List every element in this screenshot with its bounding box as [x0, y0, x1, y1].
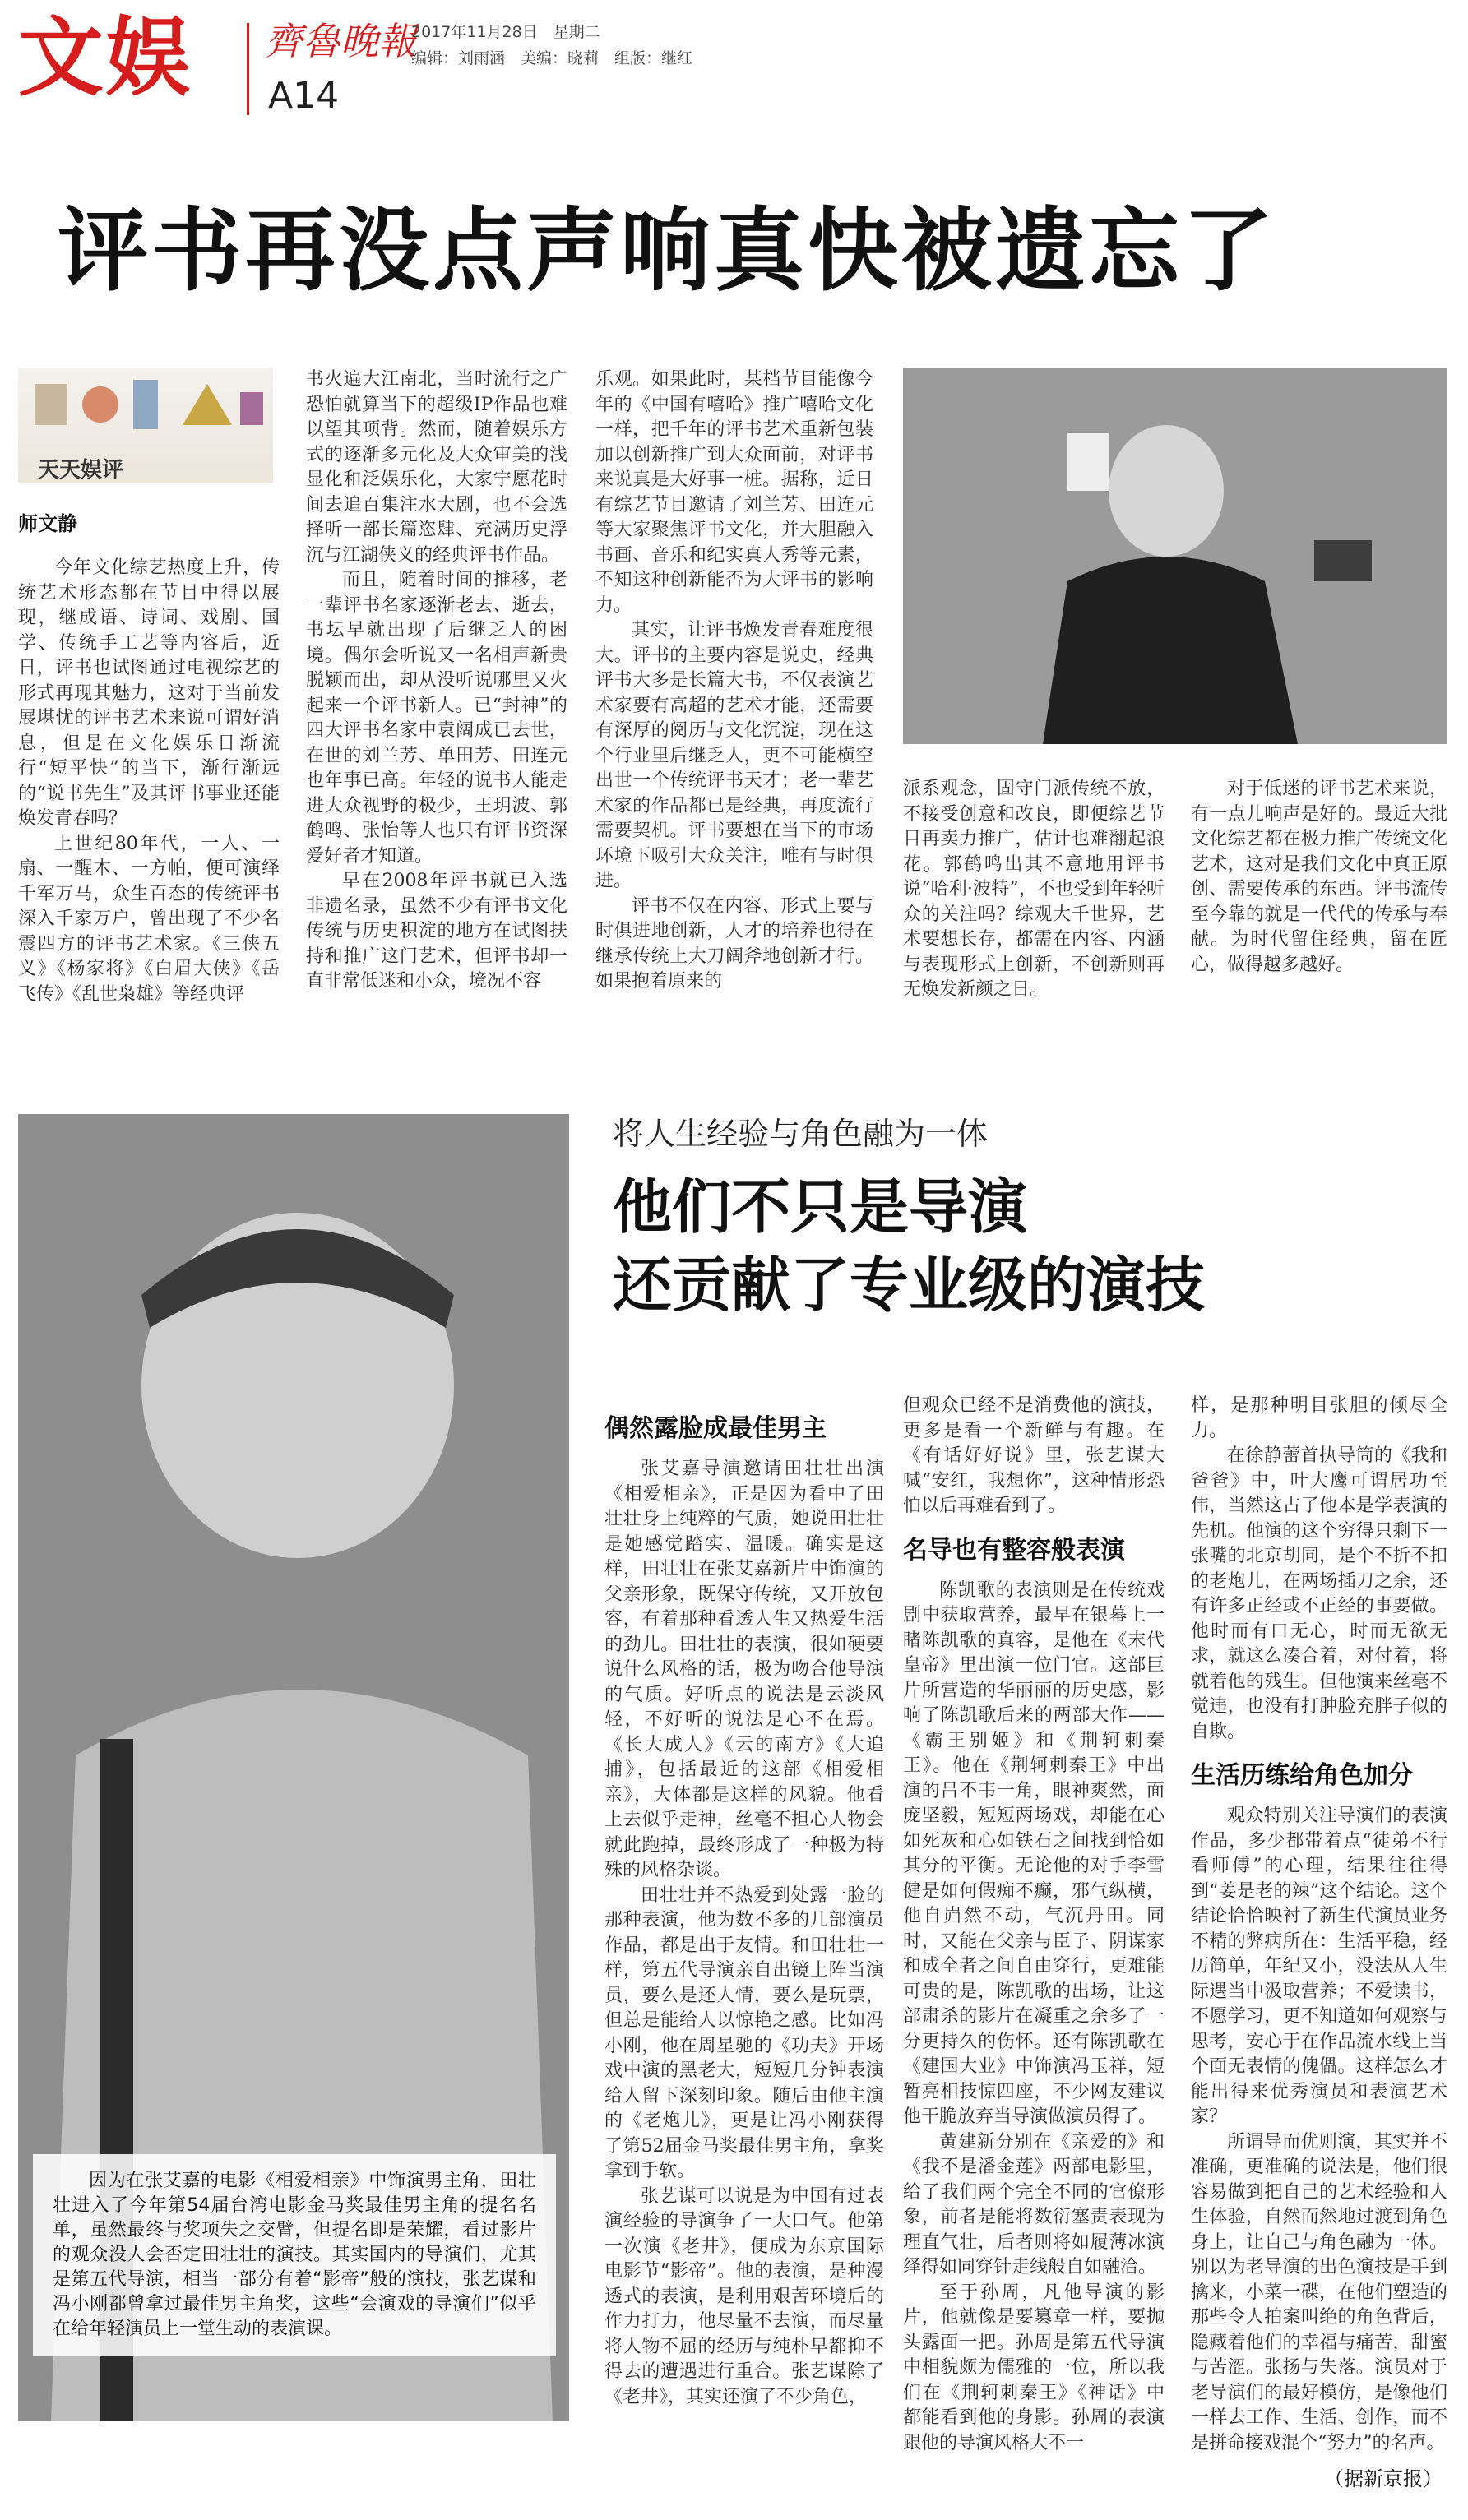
paragraph: 所谓导而优则演，其实并不准确，更准确的说法是，他们很容易做到把自己的艺术经验和人生体验，自然而然地过渡到角色身上，让自己与角色融为一体。别以为老导演的出色演技是手到擒来，小菜一碟，在他们塑造的那些令人拍案叫绝的角色背后，隐藏着他们的幸福与痛苦，甜蜜与苦涩。张扬与失落。演员对于老导演们的最好模仿，是像他们一样去工作、生活、创作，而不是拼命接戏混个“努力”的名声。	[1191, 2131, 1447, 2453]
article2-col3-text	[1191, 1804, 1447, 2456]
article2-col2-text	[903, 1579, 1165, 2457]
paragraph: 对于低迷的评书艺术来说，有一点儿响声是好的。最近大批文化综艺都在极力推广传统文化艺术，这对是我们文化中真正原创、需要传承的东西。评书流传至今靠的就是一代代的传承与奉献。为时代留住经典，留在匠心，做得越多越好。	[1191, 779, 1447, 975]
paragraph: 书火遍大江南北，当时流行之广恐怕就算当下的超级IP作品也难以望其项背。然而，随着娱乐方式的逐渐多元化及大众审美的浅显化和泛娱乐化，大家宁愿花时间去追百集注水大剧，也不会选择听一部长篇恣肆、充满历史浮沉与江湖侠义的经典评书作品。	[306, 369, 567, 566]
article2-col1	[604, 1413, 884, 2410]
paragraph: 但观众已经不是消费他的演技，更多是看一个新鲜与有趣。在《有话好好说》里，张艺谋大喊“安红，我想你”，这种情形恐怕以后再难看到了。	[903, 1395, 1165, 1516]
paragraph: 张艾嘉导演邀请田壮壮出演《相爱相亲》，正是因为看中了田壮壮身上纯粹的气质，她说田壮壮是她感觉踏实、温暖。确实是这样，田壮壮在张艾嘉新片中饰演的父亲形象，既保守传统，又开放包容，有着那种看透人生又热爱生活的劲儿。田壮壮的表演，很如硬要说什么风格的话，极为吻合他导演的气质。好听点的说法是云淡风轻，不好听的说法是心不在焉。《长大成人》《云的南方》《大追捕》，包括最近的这部《相爱相亲》，大体都是这样的风貌。他看上去似乎走神，丝毫不担心人物会就此跑掉，最终形成了一种极为特殊的风格杂谈。	[604, 1459, 884, 1880]
paragraph: 而且，随着时间的推移，老一辈评书名家逐渐老去、逝去，书坛早就出现了后继乏人的困境。偶尔会听说又一名相声新贵脱颖而出，却从没听说哪里又火起来一个评书新人。已“封神”的四大评书名家中袁阔成已去世，在世的刘兰芳、单田芳、田连元也年事已高。年轻的说书人能走进大众视野的极少，王玥波、郭鹤鸣、张怡等人也只有评书资深爱好者才知道。	[306, 570, 567, 867]
paragraph: 其实，让评书焕发青春难度很大。评书的主要内容是说史，经典评书大多是长篇大书，不仅表演艺术家要有高超的艺术才能，还需要有深厚的阅历与文化沉淀，现在这个行业里后继乏人，更不可能横空出世一个传统评书天才；老一辈艺术家的作品都已是经典，再度流行需要契机。评书要想在当下的市场环境下吸引大众关注，唯有与时俱进。	[595, 620, 873, 891]
logo-shape-block	[240, 392, 263, 425]
paragraph: 样，是那种明目张胆的倾尽全力。	[1191, 1395, 1447, 1441]
photo-raised-hand	[1067, 433, 1109, 491]
paragraph: 早在2008年评书就已入选非遗名录，虽然不少有评书文化传统与历史积淀的地方在试图扶持和推广这门艺术，但评书却一直非常低迷和小众，境况不容	[306, 871, 567, 992]
article2-title-line1: 他们不只是导演	[613, 1172, 1028, 1242]
article1-col1	[18, 556, 280, 1007]
article2-col2-top-text	[903, 1394, 1165, 1519]
paragraph: 黄建新分别在《亲爱的》和《我不是潘金莲》两部电影里，给了我们两个完全不同的官僚形象，前者是能将数衍塞责表现为理直气壮，后者则将如履薄冰演绎得如同穿针走线般自如融洽。	[903, 2131, 1165, 2277]
article1-col5	[1191, 777, 1447, 978]
paragraph: 今年文化综艺热度上升，传统艺术形态都在节目中得以展现，继成语、诗词、戏剧、国学、传统手工艺等内容后，近日，评书也试图通过电视综艺的形式再现其魅力，这对于当前发展堪忧的评书艺术来说可谓好消息，但是在文化娱乐日渐流行“短平快”的当下，渐行渐远的“说书先生”及其评书事业还能焕发青春吗？	[18, 557, 280, 829]
article1-col4	[903, 777, 1165, 1003]
byline: 师文静	[18, 512, 77, 535]
masthead-divider	[247, 23, 249, 115]
logo-shape-triangle	[183, 384, 232, 425]
storyteller-photo-illustration	[903, 368, 1447, 744]
photo-body	[1043, 557, 1298, 744]
photo-head	[1109, 425, 1224, 557]
article1-col2	[306, 368, 567, 995]
article2-col2	[903, 1394, 1165, 2456]
paragraph: 评书不仅在内容、形式上要与时俱进地创新，人才的培养也得在继承传统上大刀阔斧地创新才行。如果抱着原来的	[595, 895, 873, 992]
paragraph: 上世纪80年代，一人、一扇、一醒木、一方帕，便可演绎千军万马，众生百态的传统评书深入千家万户，曾出现了不少名震四方的评书艺术家。《三侠五义》《杨家将》《白眉大侠》《岳飞传》《乱世枭雄》等经典评	[18, 833, 280, 1005]
article2-col3-top-text	[1191, 1394, 1447, 1745]
paragraph: 观众特别关注导演们的表演作品，多少都带着点“徒弟不行看师傅”的心理，结果往往得到“姜是老的辣”这个结论。这个结论恰恰映衬了新生代演员业务不精的弊病所在：生活平稳，经历简单，年纪又小，没法从人生际遇当中汲取营养；不爱读书，不愿学习，更不知道如何观察与思考，安心于在作品流水线上当个面无表情的傀儡。这样怎么才能出得来优秀演员和表演艺术家？	[1191, 1806, 1447, 2127]
column-label: 天天娱评	[38, 458, 124, 483]
storyteller-photo	[903, 368, 1447, 744]
photo-microphone	[1314, 540, 1372, 581]
staff-line: 编辑：刘雨涵 美编：晓莉 组版：继红	[411, 49, 693, 67]
paragraph: 在徐静蕾首执导筒的《我和爸爸》中，叶大鹰可谓居功至伟，当然这占了他本是学表演的先机。他演的这个穷得只剩下一张嘴的北京胡同，是个不折不扣的老炮儿，在两场插刀之余，还有许多正经或不正经的事要做。他时而有口无心，时而无欲无求，就这么凑合着，对付着，将就着他的残生。但他演来丝毫不觉违，也没有打肿脸充胖子似的自欺。	[1191, 1445, 1447, 1742]
subheading: 名导也有整容般表演	[903, 1535, 1125, 1565]
paragraph: 陈凯歌的表演则是在传统戏剧中获取营养，最早在银幕上一睹陈凯歌的真容，是他在《末代皇帝》里出演一位门官。这部巨片所营造的华丽丽的历史感，影响了陈凯歌后来的两部大作——《霸王别姬》和《荆轲刺秦王》。他在《荆轲刺秦王》中出演的吕不韦一角，眼神爽然，面庞坚毅，短短两场戏，却能在心如死灰和心如铁石之间找到恰如其分的平衡。无论他的对手李雪健是如何假痴不癫，邪气纵横，他自岿然不动，气沉丹田。同时，又能在父亲与臣子、阴谋家和成全者之间自由穿行，更难能可贵的是，陈凯歌的出场，让这部肃杀的影片在凝重之余多了一分更持久的伤怀。还有陈凯歌在《建国大业》中饰演冯玉祥，短暂亮相技惊四座，不少网友建议他干脆放弃当导演做演员得了。	[903, 1579, 1165, 2127]
page-number: A14	[268, 75, 340, 117]
subheading: 生活历练给角色加分	[1191, 1761, 1413, 1790]
article2-title-line2: 还贡献了专业级的演技	[613, 1251, 1206, 1320]
date-line: 2017年11月28日 星期二	[411, 23, 600, 41]
paragraph: 田壮壮并不热爱到处露一脸的那种表演，他为数不多的几部演员作品，都是出于友情。和田壮壮一样，第五代导演亲自出镜上阵当演员，要么是还人情，要么是玩票，但总是能给人以惊艳之感。比如冯小刚，他在周星驰的《功夫》开场戏中演的黑老大，短短几分钟表演给人留下深刻印象。随后由他主演的《老炮儿》，更是让冯小刚获得了第52届金马奖最佳男主角，拿奖拿到手软。	[604, 1884, 884, 2181]
paragraph: 张艺谋可以说是为中国有过表演经验的导演争了一大口气。他第一次演《老井》，便成为东京国际电影节“影帝”。他的表演，是种漫透式的表演，是利用艰苦环境后的作力打力，他尽量不去演，而尽量将人物不屈的经历与纯朴早都抑不得去的遭遇进行重合。张艺谋除了《老井》，其实还演了不少角色，	[604, 2185, 884, 2407]
logo-shape-bar	[133, 380, 158, 429]
article1-col3	[595, 368, 873, 995]
paragraph: 至于孙周，凡他导演的影片，他就像是要篡章一样，要抛头露面一把。孙周是第五代导演中相貌颇为儒雅的一位，所以我们在《荆轲刺秦王》《神话》中都能看到他的身影。孙周的表演跟他的导演风格大不一	[903, 2282, 1165, 2453]
article1-headline: 评书再没点声响真快被遗忘了	[58, 198, 1276, 303]
subheading: 偶然露脸成最佳男主	[604, 1414, 827, 1443]
paragraph: 派系观念，固守门派传统不放，不接受创意和改良，即便综艺节目再卖力推广，估计也难翻起浪花。郭鹤鸣出其不意地用评书说“哈利·波特”，不也受到年轻听众的关注吗？综观大千世界，艺术要想长存，都需在内容、内涵与表现形式上创新，不创新则再无焕发新颜之日。	[903, 779, 1165, 1000]
article2-kicker: 将人生经验与角色融为一体	[613, 1116, 989, 1152]
paper-name: 齊魯晚報	[265, 19, 416, 63]
paragraph: 乐观。如果此时，某档节目能像今年的《中国有嘻哈》推广嘻哈文化一样，把千年的评书艺术重新包装加以创新推广到大众面前，对评书来说真是大好事一桩。据称，近日有综艺节目邀请了刘兰芳、田连元等大家聚焦评书文化，并大胆融入书画、音乐和纪实真人秀等元素，不知这种创新能否为大评书的影响力。	[595, 369, 873, 616]
article2-col1-text	[604, 1457, 884, 2410]
article2-col3	[1191, 1394, 1447, 2456]
section-name: 文娱	[18, 7, 193, 108]
logo-shape-book	[35, 384, 67, 425]
source-credit: （据新京报）	[1324, 2467, 1443, 2490]
photo-caption: 因为在张艾嘉的电影《相爱相亲》中饰演男主角，田壮壮进入了今年第54届台湾电影金马奖最佳男主角的提名名单，虽然最终与奖项失之交臂，但提名即是荣耀，看过影片的观众没人会否定田壮壮的演技。其实国内的导演们，尤其是第五代导演，相当一部分有着“影帝”般的演技，张艺谋和冯小刚都曾拿过最佳男主角奖，这些“会演戏的导演们”似乎在给年轻演员上一堂生动的表演课。	[33, 2154, 556, 2356]
logo-shape-circle	[82, 386, 118, 423]
